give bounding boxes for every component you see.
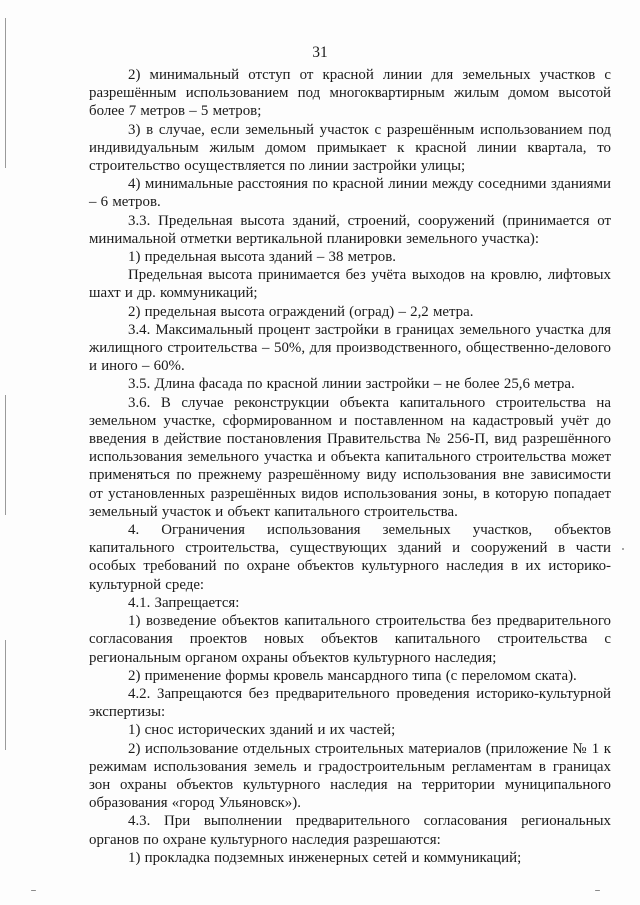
scan-speck bbox=[595, 890, 600, 891]
paragraph: 1) снос исторических зданий и их частей; bbox=[128, 722, 396, 739]
paragraph: 2) использование отдельных строительных материалов (приложение № 1 к режимам использования земель и градостроительным регламентам в границах зон охраны объектов культурного наследия на территории муниципального образования «город Ульяновск»). bbox=[89, 740, 611, 812]
paragraph: 3) в случае, если земельный участок с разрешённым использованием под индивидуальным жилым домом примыкает к красной линии квартала, то строительство осуществляется по линии застройки улицы; bbox=[89, 121, 611, 175]
paragraph: 4) минимальные расстояния по красной линии между соседними зданиями – 6 метров. bbox=[89, 176, 611, 211]
document-body bbox=[89, 66, 611, 867]
paragraph: 4.2. Запрещаются без предварительного проведения историко-культурной экспертизы: bbox=[89, 685, 611, 721]
paragraph: 2) предельная высота ограждений (оград) – 2,2 метра. bbox=[128, 303, 474, 320]
paragraph: 4.1. Запрещается: bbox=[128, 594, 240, 611]
paragraph: 2) применение формы кровель мансардного типа (с переломом ската). bbox=[128, 667, 577, 684]
paragraph: 1) прокладка подземных инженерных сетей и коммуникаций; bbox=[128, 849, 522, 866]
paragraph: 1) возведение объектов капитального строительства без предварительного согласования проектов новых объектов капитального строительства с региональным органом охраны объектов культурного наследия; bbox=[89, 613, 611, 666]
paragraph: 3.6. В случае реконструкции объекта капитального строительства на земельном участке, сформированном и поставленном на кадастровый учёт до введения в действие постановления Правительства № 256-П, вид разрешённого использования земельного участка и объекта капитального строительства может применяться по прежнему разрешённому виду использования вне зависимости от установленных разрешённых видов использования зоны, в которую попадает земельный участок и объект капитального строительства. bbox=[89, 394, 611, 520]
scan-edge-line bbox=[5, 395, 6, 515]
paragraph: 4.3. При выполнении предварительного согласования региональных органов по охране культурного наследия разрешаются: bbox=[89, 813, 611, 848]
paragraph: 1) предельная высота зданий – 38 метров. bbox=[128, 249, 396, 266]
paragraph: 4. Ограничения использования земельных участков, объектов капитального строительства, существующих зданий и сооружений в части особых требований по охране объектов культурного наследия в их историко-культурной среде: bbox=[89, 522, 611, 593]
scan-speck bbox=[622, 548, 624, 550]
paragraph: 3.5. Длина фасада по красной линии застройки – не более 25,6 метра. bbox=[128, 376, 575, 393]
paragraph: 3.4. Максимальный процент застройки в границах земельного участка для жилищного строительства – 50%, для производственного, общественно-делового и иного – 60%. bbox=[89, 321, 611, 375]
paragraph: 3.3. Предельная высота зданий, строений, сооружений (принимается от минимальной отметки вертикальной планировки земельного участка): bbox=[89, 212, 611, 247]
scan-edge-line bbox=[5, 640, 6, 750]
paragraph: 2) минимальный отступ от красной линии для земельных участков с разрешённым использованием под многоквартирным жилым домом высотой более 7 метров – 5 метров; bbox=[89, 67, 611, 120]
scan-speck bbox=[31, 890, 36, 891]
page-number: 31 bbox=[312, 44, 328, 61]
scan-edge-line bbox=[5, 18, 6, 168]
paragraph: Предельная высота принимается без учёта выходов на кровлю, лифтовых шахт и др. коммуникаций; bbox=[89, 267, 611, 302]
